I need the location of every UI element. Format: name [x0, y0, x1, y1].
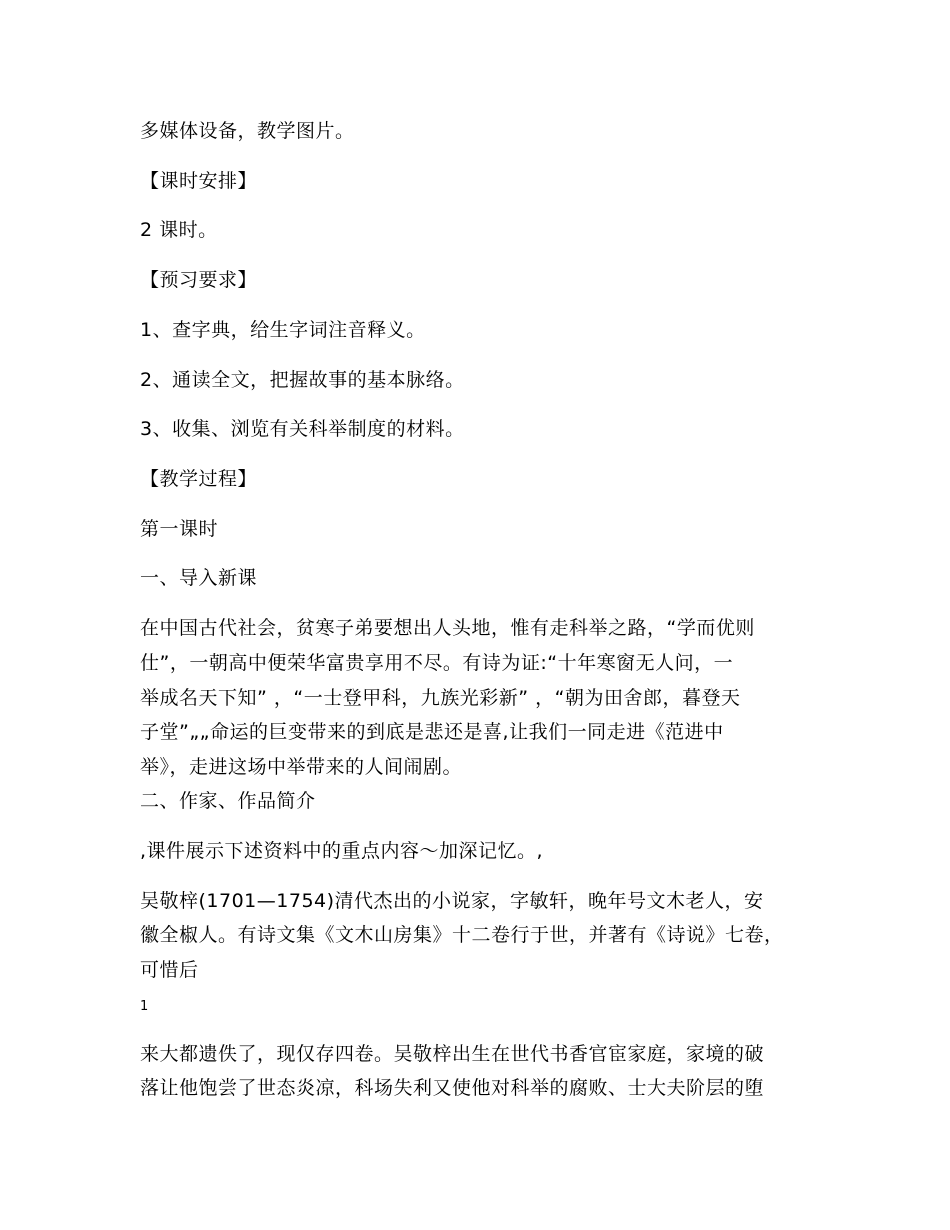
paragraph-line: 落让他饱尝了世态炎凉，科场失利又使他对科举的腐败、士大夫阶层的堕: [140, 1077, 765, 1099]
list-item: 2、通读全文，把握故事的基本脉络。: [140, 369, 465, 391]
text-line: 多媒体设备，教学图片。: [140, 120, 355, 142]
paragraph-line: 仕”，一朝高中便荣华富贵享用不尽。有诗为证:“十年寒窗无人问，一: [140, 652, 734, 674]
paragraph-line: 举》，走进这场中举带来的人间闹剧。: [140, 756, 463, 778]
subheading: 二、作家、作品简介: [140, 790, 316, 812]
paragraph-line: 可惜后: [140, 959, 199, 981]
subheading: 一、导入新课: [140, 567, 258, 589]
list-item: 1、查字典，给生字词注音释义。: [140, 319, 426, 341]
section-heading: 【预习要求】: [140, 269, 258, 291]
section-heading: 【教学过程】: [140, 468, 258, 490]
paragraph-line: 吴敬梓(1701—1754)清代杰出的小说家，字敏轩，晚年号文木老人，安: [140, 890, 764, 912]
text-line: ,课件展示下述资料中的重点内容～加深记忆。,: [140, 840, 544, 862]
section-heading: 【课时安排】: [140, 170, 258, 192]
text-line: 2 课时。: [140, 219, 218, 241]
paragraph-line: 子堂”„„命运的巨变带来的到底是悲还是喜,让我们一同走进《范进中: [140, 721, 724, 743]
paragraph-line: 在中国古代社会，贫寒子弟要想出人头地，惟有走科举之路，“学而优则: [140, 617, 755, 639]
paragraph-line: 来大都遗佚了，现仅存四卷。吴敬梓出生在世代书香官宦家庭，家境的破: [140, 1043, 765, 1065]
list-item: 3、收集、浏览有关科举制度的材料。: [140, 418, 465, 440]
paragraph-line: 举成名天下知” ，“一士登甲科，九族光彩新” ，“朝为田舍郎，暮登天: [140, 687, 741, 709]
paragraph-line: 徽全椒人。有诗文集《文木山房集》十二卷行于世，并著有《诗说》七卷，: [140, 924, 784, 946]
subheading: 第一课时: [140, 518, 219, 540]
page-number: 1: [140, 999, 149, 1014]
